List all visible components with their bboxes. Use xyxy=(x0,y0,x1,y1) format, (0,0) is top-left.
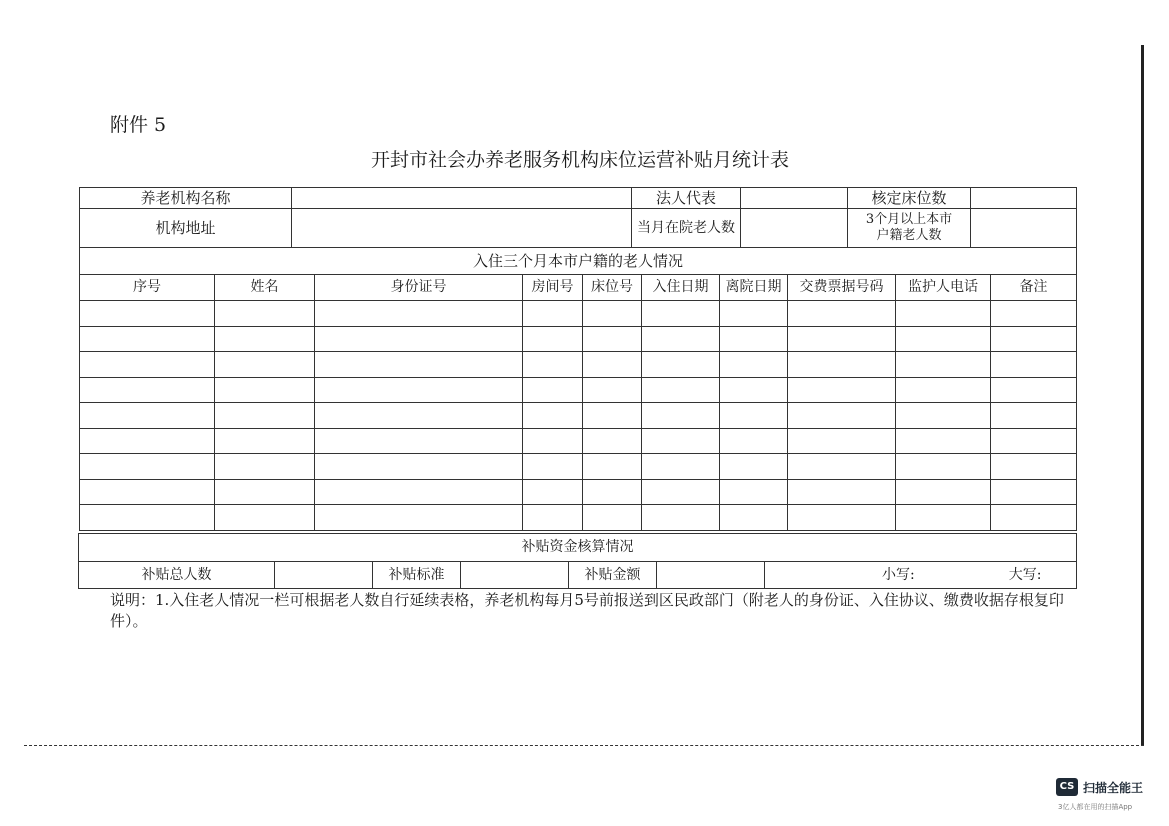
table-cell[interactable] xyxy=(523,428,583,454)
col-header-remarks: 备注 xyxy=(991,275,1077,301)
table-cell[interactable] xyxy=(315,377,523,403)
col-header-receipt-no: 交费票据号码 xyxy=(788,275,896,301)
standard-field[interactable] xyxy=(461,562,569,589)
table-cell[interactable] xyxy=(788,454,896,480)
table-cell[interactable] xyxy=(720,352,788,378)
col-header-check-in: 入住日期 xyxy=(642,275,720,301)
table-row xyxy=(80,301,1077,327)
table-row xyxy=(80,403,1077,429)
table-cell[interactable] xyxy=(583,428,642,454)
table-cell[interactable] xyxy=(720,403,788,429)
subsidy-section-title: 补贴资金核算情况 xyxy=(79,534,1077,562)
table-cell[interactable] xyxy=(896,454,991,480)
table-row xyxy=(80,505,1077,531)
col-header-bed: 床位号 xyxy=(583,275,642,301)
table-cell[interactable] xyxy=(215,301,315,327)
table-cell[interactable] xyxy=(215,505,315,531)
table-cell[interactable] xyxy=(642,403,720,429)
table-cell[interactable] xyxy=(215,352,315,378)
table-cell[interactable] xyxy=(523,326,583,352)
table-cell[interactable] xyxy=(80,403,215,429)
table-cell[interactable] xyxy=(991,479,1077,505)
table-row xyxy=(80,454,1077,480)
table-cell[interactable] xyxy=(80,352,215,378)
col-header-check-out: 离院日期 xyxy=(720,275,788,301)
table-cell[interactable] xyxy=(315,326,523,352)
table-cell[interactable] xyxy=(991,428,1077,454)
table-cell[interactable] xyxy=(583,377,642,403)
table-cell[interactable] xyxy=(642,505,720,531)
table-cell[interactable] xyxy=(788,479,896,505)
lowercase-amount-label: 小写: xyxy=(882,566,915,583)
table-cell[interactable] xyxy=(896,479,991,505)
table-cell[interactable] xyxy=(896,428,991,454)
legal-rep-field[interactable] xyxy=(741,188,848,209)
table-cell[interactable] xyxy=(642,479,720,505)
scanner-app-name: 扫描全能王 xyxy=(1083,781,1144,795)
table-cell[interactable] xyxy=(215,479,315,505)
column-header-row xyxy=(80,275,1077,301)
address-field[interactable] xyxy=(292,209,632,248)
table-cell[interactable] xyxy=(642,428,720,454)
uppercase-amount-label: 大写: xyxy=(1008,566,1042,583)
table-cell[interactable] xyxy=(215,403,315,429)
form-title: 开封市社会办养老服务机构床位运营补贴月统计表 xyxy=(370,149,789,171)
table-cell[interactable] xyxy=(720,326,788,352)
table-cell[interactable] xyxy=(523,301,583,327)
table-cell[interactable] xyxy=(720,301,788,327)
approved-beds-field[interactable] xyxy=(971,188,1077,209)
table-cell[interactable] xyxy=(788,326,896,352)
table-cell[interactable] xyxy=(315,454,523,480)
table-cell[interactable] xyxy=(991,352,1077,378)
org-name-label: 养老机构名称 xyxy=(80,188,292,209)
table-cell[interactable] xyxy=(80,301,215,327)
total-people-field[interactable] xyxy=(275,562,373,589)
col-header-serial: 序号 xyxy=(80,275,215,301)
amount-label: 补贴金额 xyxy=(569,562,657,589)
table-cell[interactable] xyxy=(80,454,215,480)
table-cell[interactable] xyxy=(788,352,896,378)
table-cell[interactable] xyxy=(583,301,642,327)
table-cell[interactable] xyxy=(991,403,1077,429)
address-label: 机构地址 xyxy=(80,209,292,248)
org-name-field[interactable] xyxy=(292,188,632,209)
table-cell[interactable] xyxy=(720,377,788,403)
table-cell[interactable] xyxy=(583,454,642,480)
table-cell[interactable] xyxy=(991,326,1077,352)
standard-label: 补贴标准 xyxy=(373,562,461,589)
table-cell[interactable] xyxy=(720,454,788,480)
table-cell[interactable] xyxy=(215,428,315,454)
col-header-guardian-phone: 监护人电话 xyxy=(896,275,991,301)
residents-this-month-field[interactable] xyxy=(741,209,848,248)
table-cell[interactable] xyxy=(788,377,896,403)
table-cell[interactable] xyxy=(523,505,583,531)
table-cell[interactable] xyxy=(788,428,896,454)
amount-field[interactable] xyxy=(765,562,1077,589)
table-cell[interactable] xyxy=(896,377,991,403)
table-cell[interactable] xyxy=(788,505,896,531)
table-cell[interactable] xyxy=(523,479,583,505)
table-cell[interactable] xyxy=(215,454,315,480)
table-cell[interactable] xyxy=(991,377,1077,403)
table-cell[interactable] xyxy=(215,326,315,352)
table-cell[interactable] xyxy=(215,377,315,403)
instructions-note: 说明：1.入住老人情况一栏可根据老人数自行延续表格，养老机构每月5号前报送到区民政部门（附老人的身份证、入住协议、缴费收据存根复印件）。 xyxy=(110,591,1064,630)
table-cell[interactable] xyxy=(315,505,523,531)
amount-field-blank[interactable] xyxy=(657,562,765,589)
table-cell[interactable] xyxy=(315,301,523,327)
subsidy-table xyxy=(78,533,1077,589)
table-cell[interactable] xyxy=(788,301,896,327)
table-cell[interactable] xyxy=(991,505,1077,531)
table-cell[interactable] xyxy=(896,301,991,327)
scanner-app-tagline: 3亿人都在用的扫描App xyxy=(1058,803,1133,811)
elderly-section-title: 入住三个月本市户籍的老人情况 xyxy=(80,248,1077,275)
approved-beds-label: 核定床位数 xyxy=(848,188,971,209)
table-cell[interactable] xyxy=(80,505,215,531)
local-residents-label-line1: 3个月以上本市 xyxy=(865,212,953,227)
elderly-residents-table xyxy=(79,274,1077,531)
table-row xyxy=(80,352,1077,378)
col-header-id-number: 身份证号 xyxy=(315,275,523,301)
table-cell[interactable] xyxy=(523,403,583,429)
table-cell[interactable] xyxy=(788,403,896,429)
local-residents-field[interactable] xyxy=(971,209,1077,248)
table-cell[interactable] xyxy=(583,403,642,429)
table-cell[interactable] xyxy=(642,377,720,403)
table-cell[interactable] xyxy=(720,479,788,505)
table-cell[interactable] xyxy=(642,454,720,480)
table-cell[interactable] xyxy=(896,326,991,352)
table-cell[interactable] xyxy=(523,352,583,378)
table-row xyxy=(80,326,1077,352)
legal-rep-label: 法人代表 xyxy=(632,188,741,209)
col-header-name: 姓名 xyxy=(215,275,315,301)
table-row xyxy=(80,479,1077,505)
table-cell[interactable] xyxy=(583,326,642,352)
local-residents-label xyxy=(848,209,971,248)
table-cell[interactable] xyxy=(583,505,642,531)
table-cell[interactable] xyxy=(642,352,720,378)
table-cell[interactable] xyxy=(315,403,523,429)
table-cell[interactable] xyxy=(315,352,523,378)
total-people-label: 补贴总人数 xyxy=(79,562,275,589)
table-row xyxy=(80,428,1077,454)
table-cell[interactable] xyxy=(523,377,583,403)
table-cell[interactable] xyxy=(523,454,583,480)
table-cell[interactable] xyxy=(642,326,720,352)
table-cell[interactable] xyxy=(583,479,642,505)
table-cell[interactable] xyxy=(80,428,215,454)
table-cell[interactable] xyxy=(642,301,720,327)
table-cell[interactable] xyxy=(896,403,991,429)
table-cell[interactable] xyxy=(720,505,788,531)
table-cell[interactable] xyxy=(991,454,1077,480)
table-cell[interactable] xyxy=(720,428,788,454)
table-cell[interactable] xyxy=(896,352,991,378)
table-cell[interactable] xyxy=(315,479,523,505)
cs-logo-icon: CS xyxy=(1056,778,1078,796)
attachment-label: 附件 5 xyxy=(110,114,167,136)
table-row xyxy=(80,377,1077,403)
table-cell[interactable] xyxy=(80,326,215,352)
table-cell[interactable] xyxy=(991,301,1077,327)
col-header-room: 房间号 xyxy=(523,275,583,301)
residents-this-month-label: 当月在院老人数 xyxy=(632,209,741,248)
table-cell[interactable] xyxy=(896,505,991,531)
local-residents-label-line2: 户籍老人数 xyxy=(876,228,942,243)
table-cell[interactable] xyxy=(80,479,215,505)
scan-edge-bottom xyxy=(24,745,1144,746)
institution-info-table xyxy=(79,187,1077,275)
table-cell[interactable] xyxy=(80,377,215,403)
table-cell[interactable] xyxy=(315,428,523,454)
table-cell[interactable] xyxy=(583,352,642,378)
